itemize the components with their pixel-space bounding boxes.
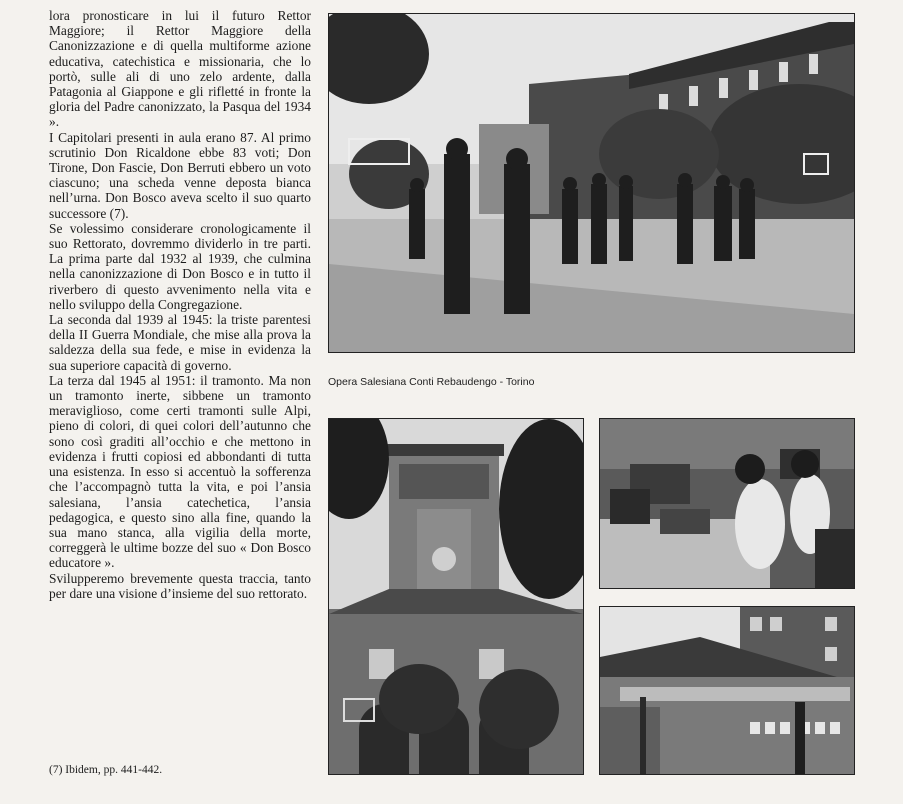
paragraph: lora pronosticare in lui il futuro Rettor Maggiore; il Rettor Maggiore della Canonizzazione e di quella multiforme azione educativa, catechistica e missionaria, che lo portò, sulle ali di uno zelo ardente, dalla Patagonia al Giappone e gli rifletté in fronte la gloria del Padre canonizzato, la Pasqua del 1934 ».	[49, 8, 311, 130]
courtyard-photo	[328, 13, 855, 353]
building-photo	[599, 606, 855, 775]
paragraph: Se volessimo considerare cronologicamente il suo Rettorato, dovremmo dividerlo in tre parti. La prima parte dal 1932 al 1939, che culmina nella canonizzazione di Don Bosco e in tutto il riverbero di questo avvenimento nella vita e nello sviluppo della Congregazione.	[49, 220, 311, 312]
lab-photo	[599, 418, 855, 589]
paragraph: La terza dal 1945 al 1951: il tramonto. Ma non un tramonto inerte, sibbene un tramonto meraviglioso, come certi tramonti sulle Alpi, pieno di colori, di quei colori dell’autunno che sono così graditi all’occhio e che mettono in evidenza i frutti copiosi ed abbondanti di tutta una esistenza. In esso si accentuò la sofferenza che l’accompagnò tutta la vita, e poi l’ansia salesiana, l’ansia catechetica, l’ansia pedagogica, e questo sino alla fine, quando la sua mano stanca, alla vigilia della morte, correggerà le ultime bozze del suo « Don Bosco educatore ».	[49, 372, 311, 571]
paragraph: Svilupperemo brevemente questa traccia, tanto per dare una visione d’insieme del suo rettorato.	[49, 570, 311, 601]
footnote: (7) Ibidem, pp. 441-442.	[49, 764, 163, 776]
tower-photo	[328, 418, 584, 775]
body-text-column	[49, 8, 311, 601]
paragraph: La seconda dal 1939 al 1945: la triste parentesi della II Guerra Mondiale, che mise alla prova la saldezza della sua fede, e mise in evidenza la sua superiore capacità di governo.	[49, 312, 311, 373]
paragraph: I Capitolari presenti in aula erano 87. Al primo scrutinio Don Ricaldone ebbe 83 voti; Don Tirone, Don Fascie, Don Berruti ebbero un voto ciascuno; una scheda venne deposta bianca nell’urna. Don Bosco aveva scelto il suo quarto successore (7).	[49, 129, 311, 221]
photo-caption: Opera Salesiana Conti Rebaudengo - Torino	[328, 376, 535, 388]
